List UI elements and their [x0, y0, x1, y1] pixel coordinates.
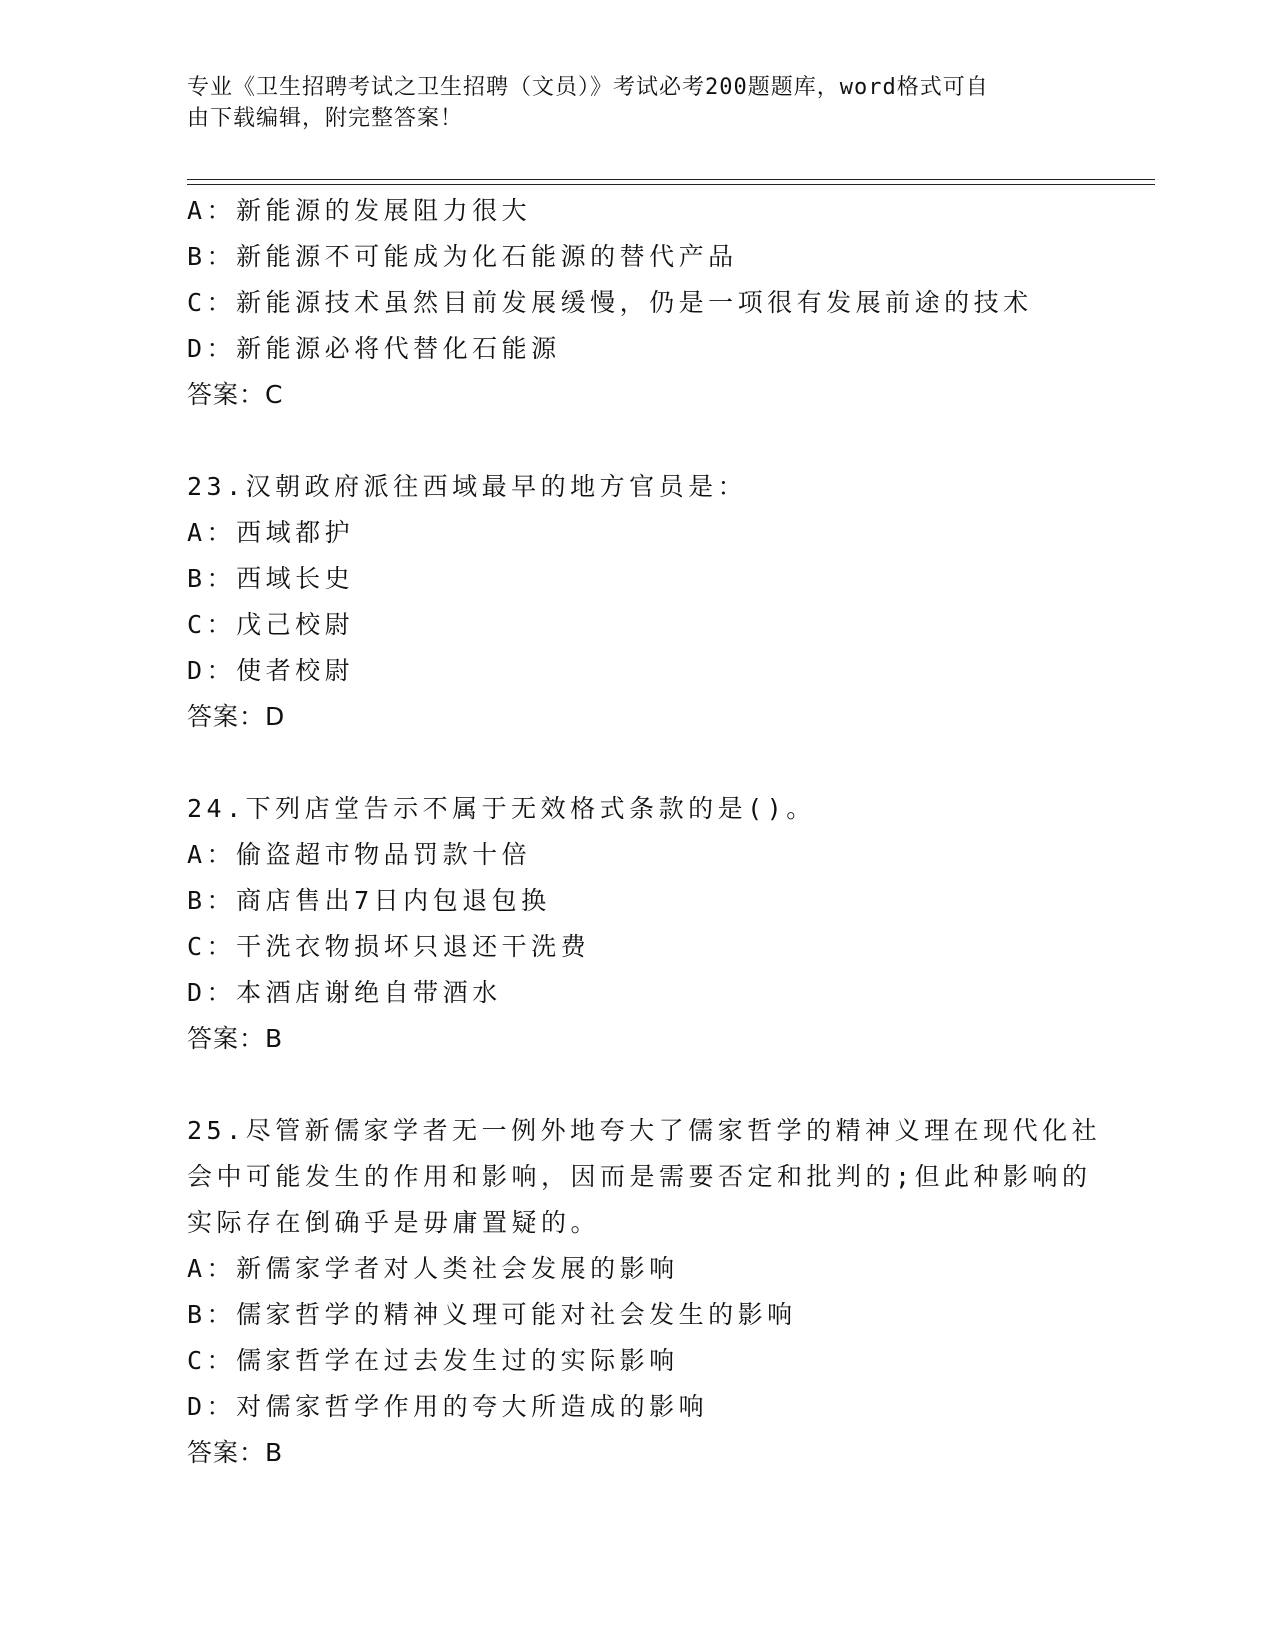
option-label: D：: [187, 334, 237, 363]
header-divider-top: [187, 179, 1155, 180]
option-text: 新能源不可能成为化石能源的替代产品: [236, 242, 738, 271]
question-stem: 24.下列店堂告示不属于无效格式条款的是()。: [187, 794, 816, 823]
option-label: A：: [187, 518, 237, 547]
option-text: 本酒店谢绝自带酒水: [236, 978, 502, 1007]
option-c: [187, 924, 1087, 970]
option-a: [187, 510, 1087, 556]
option-d: [187, 326, 1087, 372]
option-text: 新儒家学者对人类社会发展的影响: [236, 1254, 679, 1283]
question-stem: 23.汉朝政府派往西域最早的地方官员是：: [187, 472, 748, 501]
option-text: 新能源的发展阻力很大: [236, 196, 532, 225]
option-text: 儒家哲学在过去发生过的实际影响: [236, 1346, 679, 1375]
option-label: C：: [187, 932, 237, 961]
option-label: D：: [187, 1392, 237, 1421]
option-text: 干洗衣物损坏只退还干洗费: [236, 932, 591, 961]
question-stem: 会中可能发生的作用和影响，因而是需要否定和批判的;但此种影响的: [187, 1162, 1092, 1191]
option-text: 西域长史: [236, 564, 355, 593]
question-stem: 25.尽管新儒家学者无一例外地夸大了儒家哲学的精神义理在现代化社: [187, 1116, 1102, 1145]
answer-line: 答案：D: [187, 702, 286, 731]
header-line-2: 由下载编辑，附完整答案！: [187, 106, 464, 131]
option-a: [187, 188, 1087, 234]
option-b: [187, 234, 1087, 280]
option-label: B：: [187, 242, 237, 271]
option-d: [187, 1384, 1087, 1430]
option-text: 使者校尉: [236, 656, 355, 685]
option-text: 新能源技术虽然目前发展缓慢，仍是一项很有发展前途的技术: [236, 288, 1033, 317]
option-label: A：: [187, 196, 237, 225]
option-a: [187, 1246, 1087, 1292]
answer-line: 答案：B: [187, 1438, 284, 1467]
option-label: C：: [187, 610, 237, 639]
question-block-24: [187, 786, 1087, 1062]
option-text: 商店售出7日内包退包换: [236, 886, 551, 915]
option-a: [187, 832, 1087, 878]
header-divider-bottom: [187, 184, 1155, 185]
option-label: C：: [187, 288, 237, 317]
option-label: B：: [187, 1300, 237, 1329]
question-stem: 实际存在倒确乎是毋庸置疑的。: [187, 1208, 601, 1237]
option-label: D：: [187, 656, 237, 685]
option-text: 对儒家哲学作用的夸大所造成的影响: [236, 1392, 709, 1421]
option-b: [187, 878, 1087, 924]
answer-line: 答案：B: [187, 1024, 284, 1053]
option-c: [187, 602, 1087, 648]
option-label: A：: [187, 1254, 237, 1283]
option-label: D：: [187, 978, 237, 1007]
question-list: [187, 188, 1102, 1476]
answer-line: 答案：C: [187, 380, 284, 409]
header-line-1: 专业《卫生招聘考试之卫生招聘（文员）》考试必考200题题库，word格式可自: [187, 75, 989, 100]
option-label: B：: [187, 564, 237, 593]
option-d: [187, 648, 1087, 694]
option-text: 新能源必将代替化石能源: [236, 334, 561, 363]
question-block-25: [187, 1108, 1102, 1476]
question-block-23: [187, 464, 1087, 740]
option-text: 戊己校尉: [236, 610, 355, 639]
document-header: [187, 72, 1057, 134]
option-label: A：: [187, 840, 237, 869]
option-text: 西域都护: [236, 518, 355, 547]
option-b: [187, 556, 1087, 602]
option-b: [187, 1292, 1087, 1338]
option-label: B：: [187, 886, 237, 915]
question-block-continued: [187, 188, 1087, 418]
option-label: C：: [187, 1346, 237, 1375]
option-c: [187, 280, 1087, 326]
option-text: 偷盗超市物品罚款十倍: [236, 840, 532, 869]
option-c: [187, 1338, 1087, 1384]
option-text: 儒家哲学的精神义理可能对社会发生的影响: [236, 1300, 797, 1329]
option-d: [187, 970, 1087, 1016]
